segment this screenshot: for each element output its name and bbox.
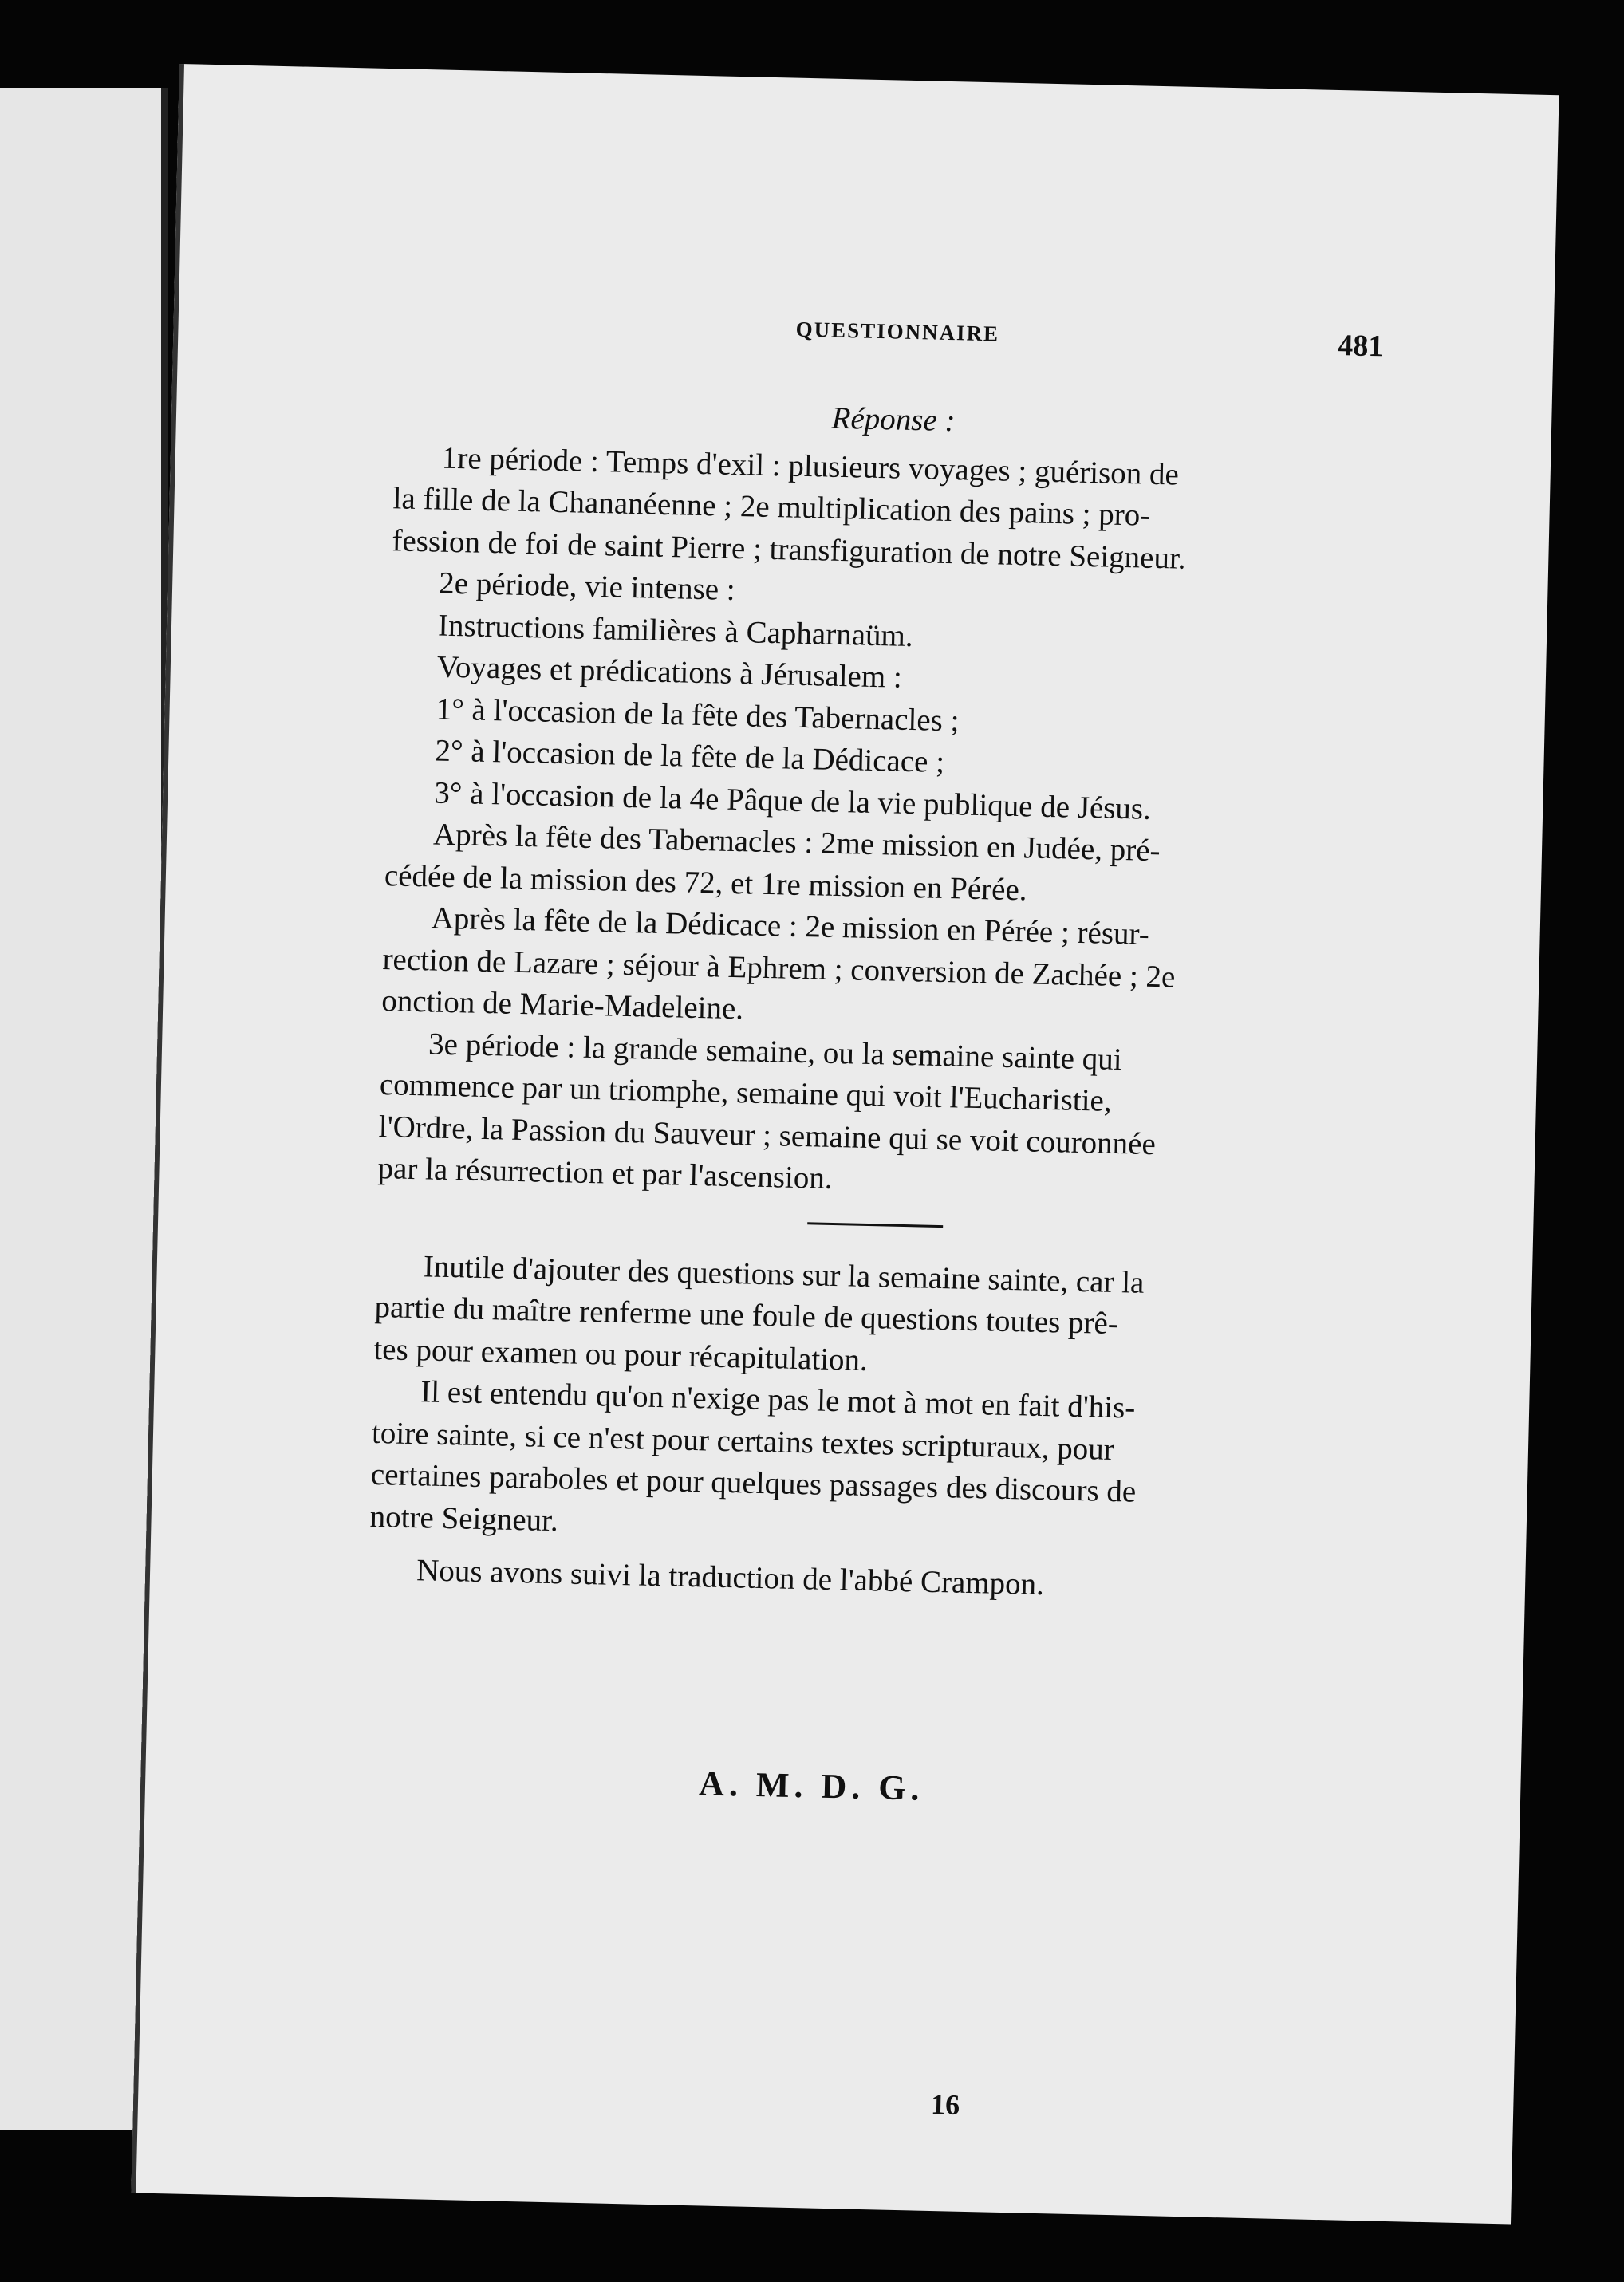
text-line: 2° à l'occasion de la fête de la Dédicace ; xyxy=(435,733,945,779)
text-line: l'Ordre, la Passion du Sauveur ; semaine qui se voit couronnée xyxy=(378,1109,1157,1161)
text-line: 2e période, vie intense : xyxy=(438,566,736,607)
signature-mark: 16 xyxy=(930,2088,960,2121)
text-line: 3° à l'occasion de la 4e Pâque de la vie publique de Jésus. xyxy=(433,774,1152,826)
response-heading: Réponse : xyxy=(831,400,956,439)
text-line: la fille de la Chananéenne ; 2e multiplication des pains ; pro- xyxy=(392,481,1151,533)
note-line: certaines paraboles et pour quelques passages des discours de xyxy=(370,1456,1137,1509)
note-line: notre Seigneur. xyxy=(369,1499,559,1538)
closing-motto: A. M. D. G. xyxy=(698,1764,925,1808)
section-divider xyxy=(807,1222,943,1228)
note-line: partie du maître renferme une foule de questions toutes prê- xyxy=(374,1289,1119,1342)
text-line: 1° à l'occasion de la fête des Tabernacles ; xyxy=(436,692,960,738)
running-head: QUESTIONNAIRE xyxy=(795,317,1000,346)
text-line: par la résurrection et par l'ascension. xyxy=(377,1151,834,1196)
book-page xyxy=(131,64,1559,2225)
note-line: Nous avons suivi la traduction de l'abbé Crampon. xyxy=(416,1553,1045,1602)
text-line: commence par un triomphe, semaine qui voit l'Eucharistie, xyxy=(379,1067,1113,1118)
page-number: 481 xyxy=(1337,329,1384,364)
body-text xyxy=(369,388,1393,1613)
note-line: tes pour examen ou pour récapitulation. xyxy=(373,1331,869,1377)
text-line: 1re période : Temps d'exil : plusieurs voyages ; guérison de xyxy=(441,440,1180,492)
text-line: onction de Marie-Madeleine. xyxy=(380,983,744,1027)
note-line: toire sainte, si ce n'est pour certains textes scripturaux, pour xyxy=(371,1415,1115,1467)
text-line: fession de foi de saint Pierre ; transfiguration de notre Seigneur. xyxy=(392,522,1187,576)
note-line: Inutile d'ajouter des questions sur la semaine sainte, car la xyxy=(423,1248,1145,1300)
text-line: 3e période : la grande semaine, ou la semaine sainte qui xyxy=(428,1026,1123,1077)
text-line: Après la fête des Tabernacles : 2me mission en Judée, pré- xyxy=(432,817,1161,869)
text-line: cédée de la mission des 72, et 1re mission en Pérée. xyxy=(384,857,1028,907)
text-line: rection de Lazare ; séjour à Ephrem ; conversion de Zachée ; 2e xyxy=(382,941,1176,995)
text-line: Après la fête de la Dédicace : 2e mission en Pérée ; résur- xyxy=(431,901,1150,952)
text-line: Instructions familières à Capharnaüm. xyxy=(437,608,914,653)
note-line: Il est entendu qu'on n'exige pas le mot à mot en fait d'his- xyxy=(420,1374,1136,1425)
text-line: Voyages et prédications à Jérusalem : xyxy=(436,649,903,695)
